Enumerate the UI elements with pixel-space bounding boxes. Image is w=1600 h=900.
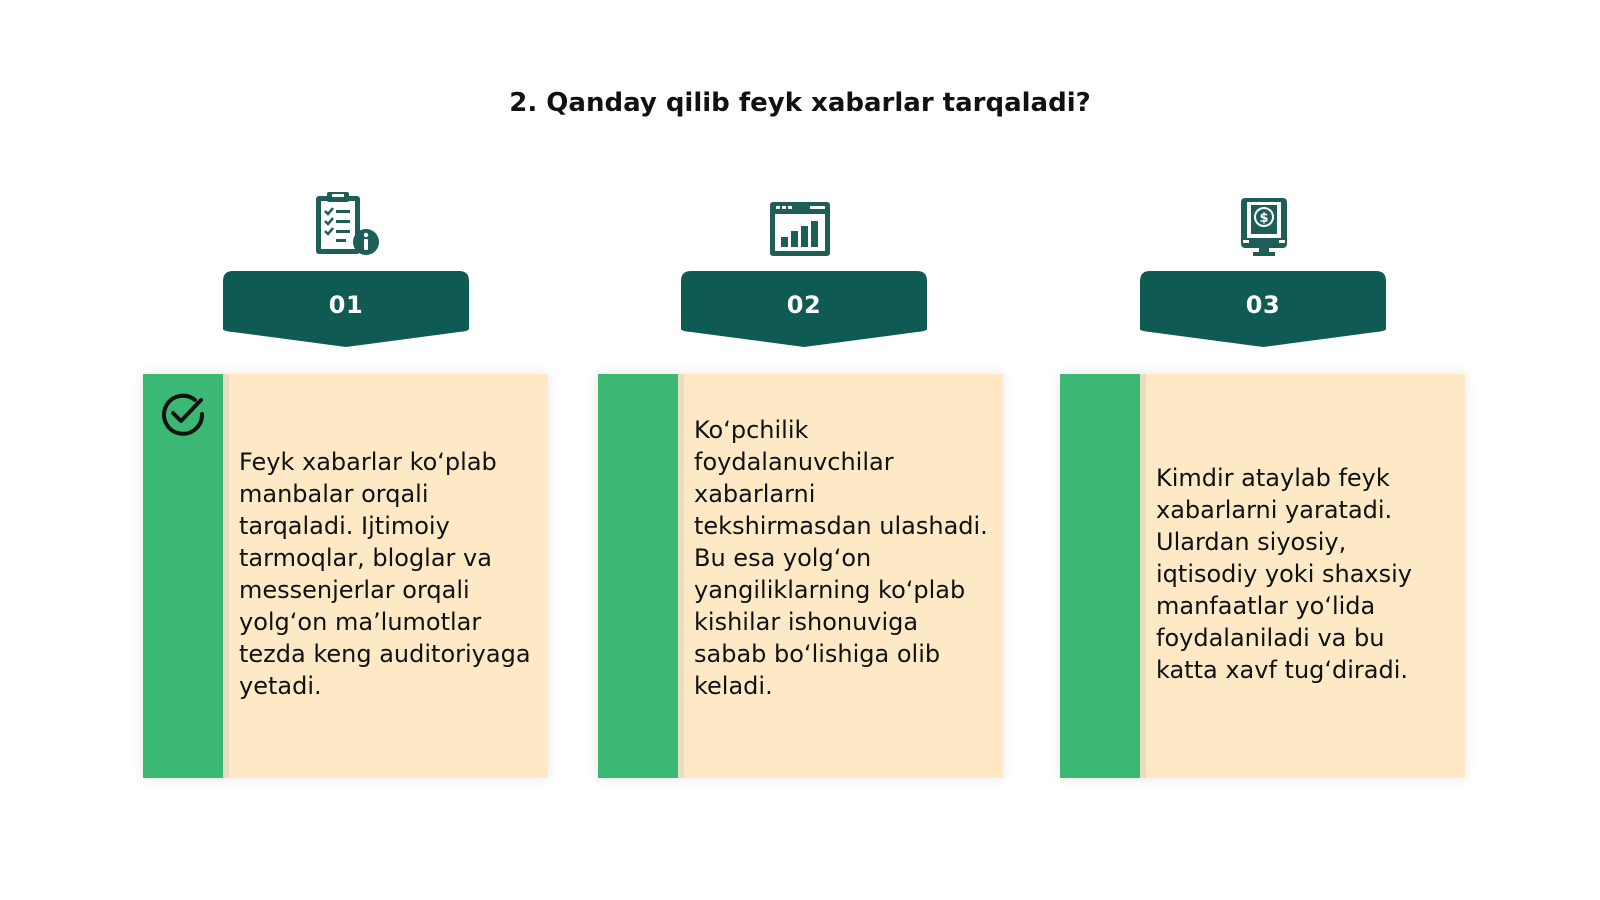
- step-badge-02: [681, 271, 927, 351]
- check-circle-icon: [161, 392, 207, 440]
- card-accent-bar: [598, 374, 678, 778]
- monitor-dollar-icon: [1237, 196, 1291, 262]
- step-badge-01: [223, 271, 469, 351]
- info-card-02: [598, 374, 1003, 778]
- card-bar-shadow: [678, 374, 684, 778]
- step-number: 03: [1245, 291, 1281, 319]
- card-accent-bar: [1060, 374, 1140, 778]
- card-text: Ko‘pchilik foydalanuvchilar xabarlarni tekshirmasdan ulashadi. Bu esa yolg‘on yangiliklarning ko‘plab kishilar ishonuviga sabab bo‘lishiga olib keladi.: [694, 416, 988, 700]
- step-number: 01: [328, 291, 364, 319]
- step-number: 02: [786, 291, 822, 319]
- card-bar-shadow: [223, 374, 229, 778]
- card-bar-shadow: [1140, 374, 1146, 778]
- slide-title: 2. Qanday qilib feyk xabarlar tarqaladi?: [509, 88, 1091, 118]
- info-card-01: [143, 374, 548, 778]
- browser-bar-chart-icon: [768, 200, 832, 262]
- clipboard-checklist-info-icon: [313, 190, 381, 262]
- svg-text:$: $: [1259, 211, 1269, 226]
- card-text: Feyk xabarlar ko‘plab manbalar orqali tarqaladi. Ijtimoiy tarmoqlar, bloglar va messenjerlar orqali yolg‘on ma’lumotlar tezda keng auditoriyaga yetadi.: [239, 448, 531, 700]
- card-text: Kimdir ataylab feyk xabarlarni yaratadi. Ulardan siyosiy, iqtisodiy yoki shaxsiy manfaatlar yo‘lida foydalaniladi va bu katta xavf tug‘diradi.: [1156, 464, 1412, 684]
- info-card-03: [1060, 374, 1465, 778]
- step-badge-03: [1140, 271, 1386, 351]
